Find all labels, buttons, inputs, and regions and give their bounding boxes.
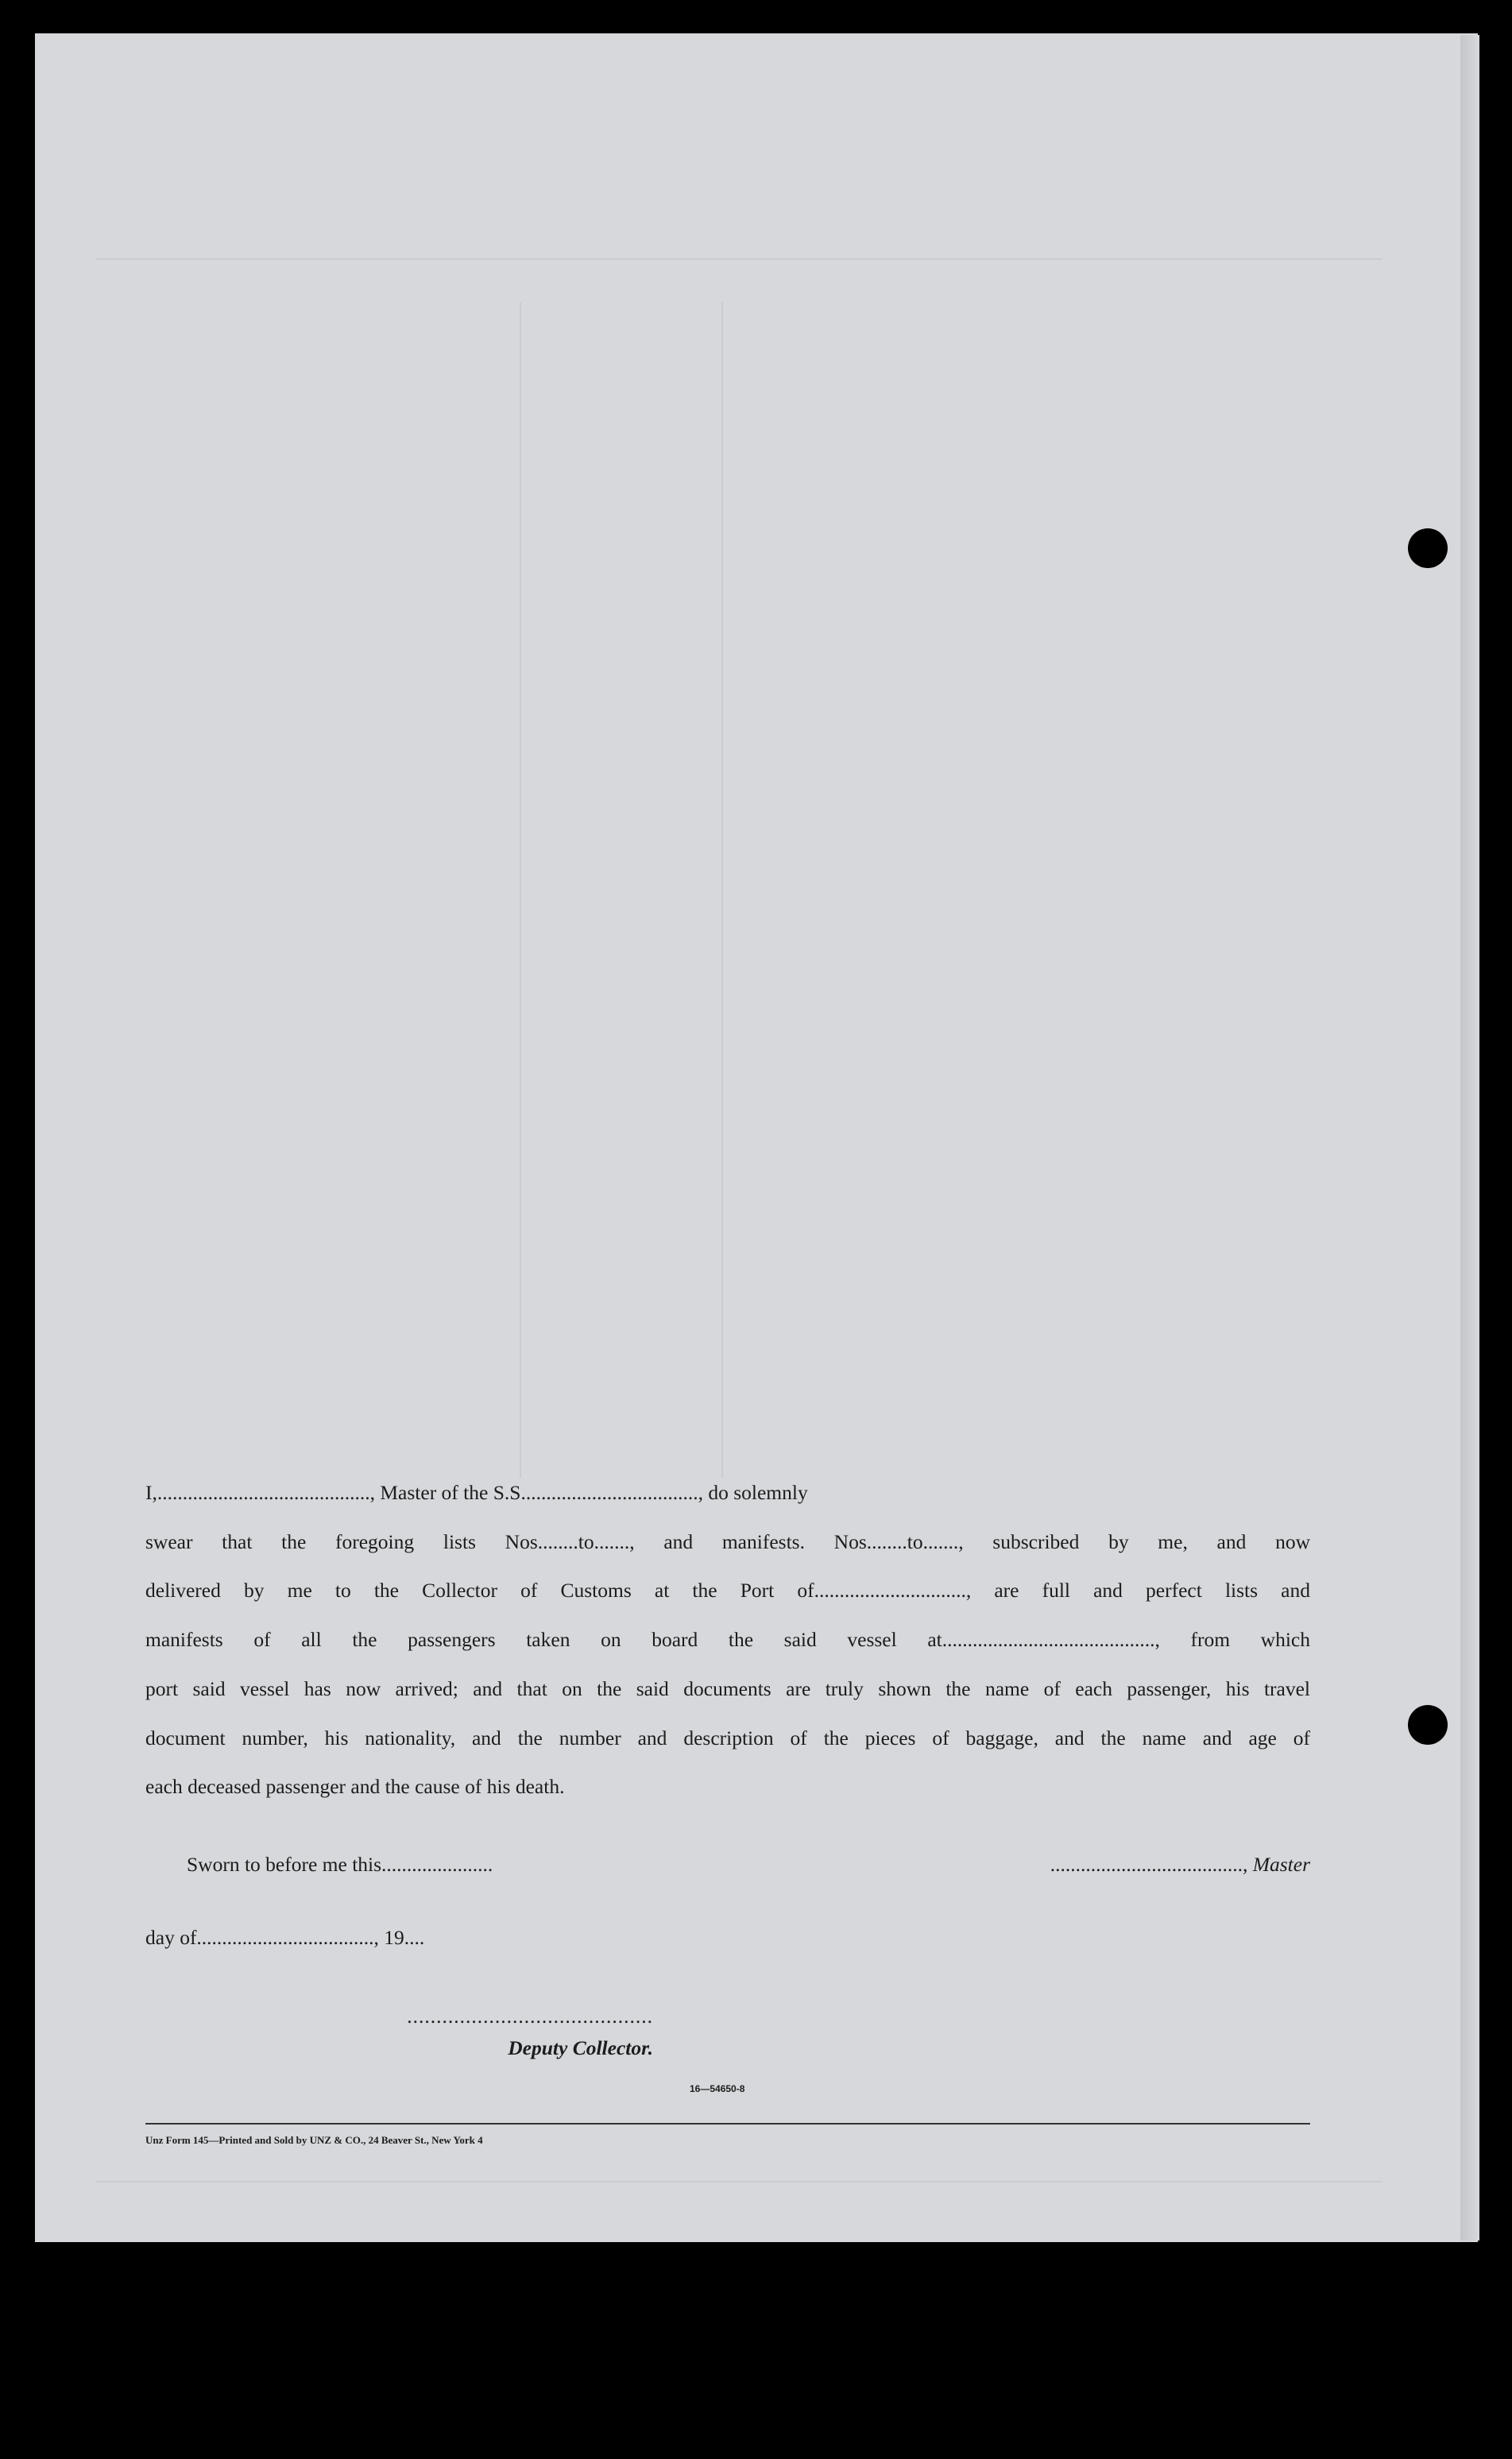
form-number: 16—54650-8 (690, 2083, 745, 2094)
bleed-through-rule (95, 2181, 1382, 2183)
bleed-through-column-rule (520, 302, 521, 1478)
sworn-label: Sworn to before me this...................... (187, 1853, 493, 1876)
oath-line1-middle: , Master of the S.S (369, 1481, 521, 1504)
day-label: day of..................................., 19.... (145, 1926, 425, 1949)
master-label: Master (1252, 1853, 1310, 1876)
oath-paragraph (145, 1468, 1310, 1811)
oath-line2: swear that the foregoing lists Nos........to......., and manifests. Nos........to......., subscribed by me, and now (145, 1529, 1310, 1553)
footer-rule (145, 2123, 1310, 2125)
oath-line1-end: , do solemnly (698, 1481, 808, 1504)
day-row (145, 1926, 1310, 1950)
oath-line1-dots-master: .......................................... (157, 1481, 370, 1504)
deputy-collector-block (208, 2005, 653, 2060)
deputy-collector-title: Deputy Collector. (508, 2036, 653, 2059)
master-signature-line (1050, 1853, 1310, 1877)
oath-line6: document number, his nationality, and the number and description of the pieces of baggage, and the name and age of (145, 1726, 1310, 1750)
footer-imprint: Unz Form 145—Printed and Sold by UNZ & CO., 24 Beaver St., New York 4 (145, 2134, 483, 2146)
oath-line5: port said vessel has now arrived; and that on the said documents are truly shown the name of each passenger, his travel (145, 1676, 1310, 1700)
oath-line4: manifests of all the passengers taken on board the said vessel at.........................................., from which (145, 1628, 1310, 1652)
binder-hole-top (1408, 528, 1448, 568)
master-signature-dots: ......................................, (1050, 1853, 1248, 1876)
sworn-row (145, 1853, 1310, 1877)
bleed-through-column-rule (721, 302, 723, 1478)
oath-line1-dots-vessel: ................................... (520, 1481, 698, 1504)
oath-line3: delivered by me to the Collector of Customs at the Port of.............................., are full and perfect lists and (145, 1579, 1310, 1603)
deputy-signature-dots: .......................................... (407, 2005, 653, 2028)
oath-line7: each deceased passenger and the cause of his death. (145, 1775, 565, 1799)
bleed-through-rule (95, 258, 1382, 260)
document-sheet (35, 33, 1478, 2242)
sheet-edge-shadow (1460, 35, 1479, 2241)
binder-hole-bottom (1408, 1705, 1448, 1745)
oath-line1-start: I, (145, 1481, 157, 1504)
